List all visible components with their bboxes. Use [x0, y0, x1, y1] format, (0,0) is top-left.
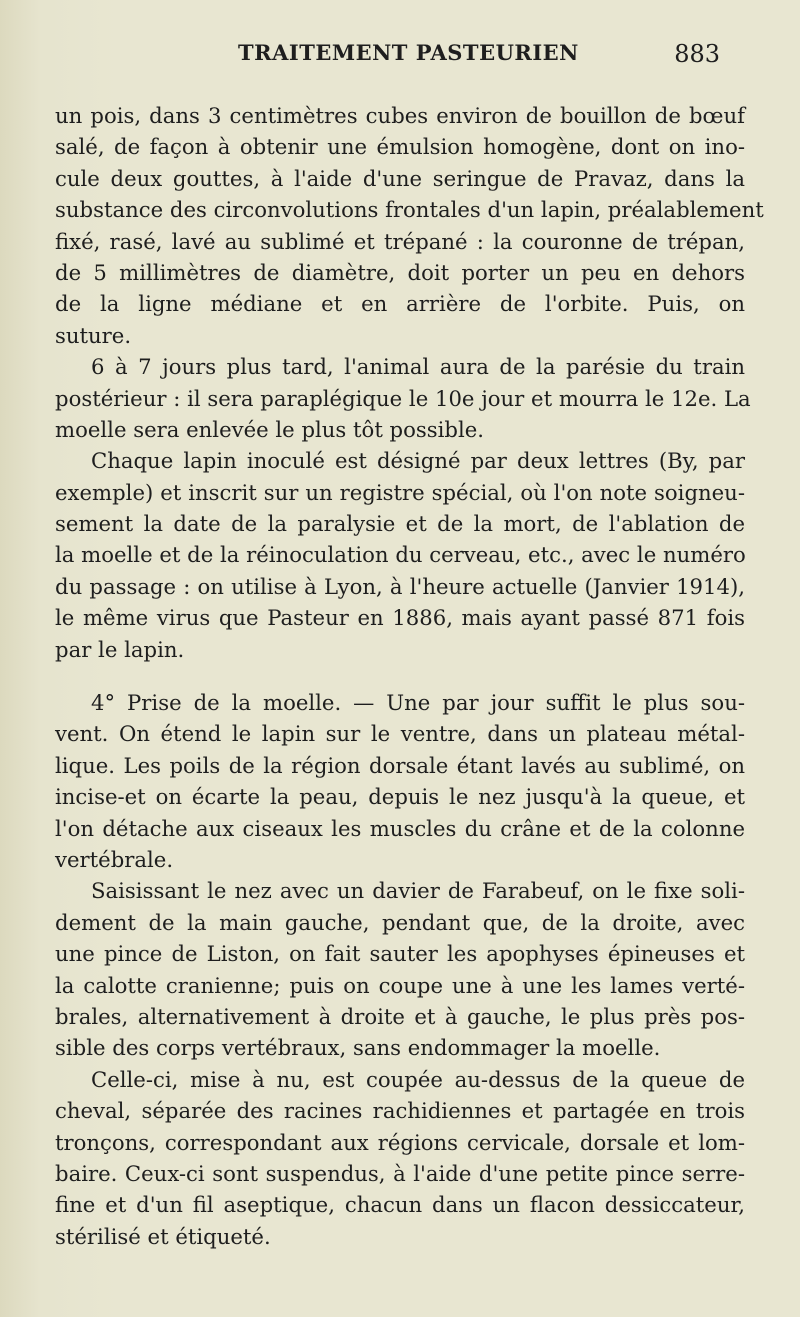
text-line: stérilisé et étiqueté.: [55, 1223, 271, 1249]
running-title: TRAITEMENT PASTEURIEN: [238, 40, 579, 65]
section-heading-line: 4° Prise de la moelle. — Une par jour suffit le plus sou-: [91, 690, 745, 716]
text-line: de la ligne médiane et en arrière de l'orbite. Puis, on: [55, 291, 745, 317]
page-number: 883: [674, 40, 720, 68]
text-line: salé, de façon à obtenir une émulsion homogène, dont on ino-: [55, 134, 745, 160]
text-line: la moelle et de la réinoculation du cerveau, etc., avec le numéro: [55, 542, 746, 568]
text-line: brales, alternativement à droite et à gauche, le plus près pos-: [55, 1003, 745, 1029]
text-line: fine et d'un fil aseptique, chacun dans un flacon dessiccateur,: [55, 1192, 745, 1218]
text-line: Chaque lapin inoculé est désigné par deux lettres (By, par: [91, 448, 745, 474]
text-line: fixé, rasé, lavé au sublimé et trépané : la couronne de trépan,: [55, 228, 745, 254]
text-line: une pince de Liston, on fait sauter les apophyses épineuses et: [55, 941, 745, 967]
text-line: vent. On étend le lapin sur le ventre, dans un plateau métal-: [55, 721, 745, 747]
text-line: cheval, séparée des racines rachidiennes et partagée en trois: [55, 1098, 745, 1124]
text-line: Saisissant le nez avec un davier de Farabeuf, on le fixe soli-: [91, 878, 745, 904]
section-gap: [55, 665, 745, 687]
text-line: exemple) et inscrit sur un registre spécial, où l'on note soigneu-: [55, 479, 745, 505]
text-line: le même virus que Pasteur en 1886, mais ayant passé 871 fois: [55, 605, 745, 631]
page-header: [238, 40, 738, 80]
text-line: baire. Ceux-ci sont suspendus, à l'aide d'une petite pince serre-: [55, 1160, 745, 1186]
text-line: sible des corps vertébraux, sans endommager la moelle.: [55, 1035, 661, 1061]
text-line: postérieur : il sera paraplégique le 10e jour et mourra le 12e. La: [55, 385, 751, 411]
text-line: sement la date de la paralysie et de la mort, de l'ablation de: [55, 511, 745, 537]
text-line: 6 à 7 jours plus tard, l'animal aura de la parésie du train: [91, 354, 745, 380]
text-line: un pois, dans 3 centimètres cubes environ de bouillon de bœuf: [55, 103, 745, 128]
text-line: moelle sera enlevée le plus tôt possible.: [55, 416, 485, 442]
text-line: cule deux gouttes, à l'aide d'une seringue de Pravaz, dans la: [55, 165, 745, 191]
text-line: incise-et on écarte la peau, depuis le nez jusqu'à la queue, et: [55, 784, 745, 810]
text-line: vertébrale.: [55, 846, 174, 872]
text-line: la calotte cranienne; puis on coupe une à une les lames verté-: [55, 972, 745, 998]
text-line: lique. Les poils de la région dorsale étant lavés au sublimé, on: [55, 752, 745, 778]
text-line: tronçons, correspondant aux régions cervicale, dorsale et lom-: [55, 1129, 745, 1155]
text-line: dement de la main gauche, pendant que, de la droite, avec: [55, 909, 745, 935]
text-line: de 5 millimètres de diamètre, doit porter un peu en dehors: [55, 259, 745, 285]
text-line: Celle-ci, mise à nu, est coupée au-dessus de la queue de: [91, 1066, 745, 1092]
text-line: l'on détache aux ciseaux les muscles du crâne et de la colonne: [55, 815, 745, 841]
text-line: par le lapin.: [55, 636, 185, 662]
text-line: du passage : on utilise à Lyon, à l'heure actuelle (Janvier 1914),: [55, 573, 745, 599]
text-line: substance des circonvolutions frontales d'un lapin, préalablement: [55, 197, 764, 223]
body-text: [55, 100, 764, 1252]
text-line: suture.: [55, 322, 132, 348]
